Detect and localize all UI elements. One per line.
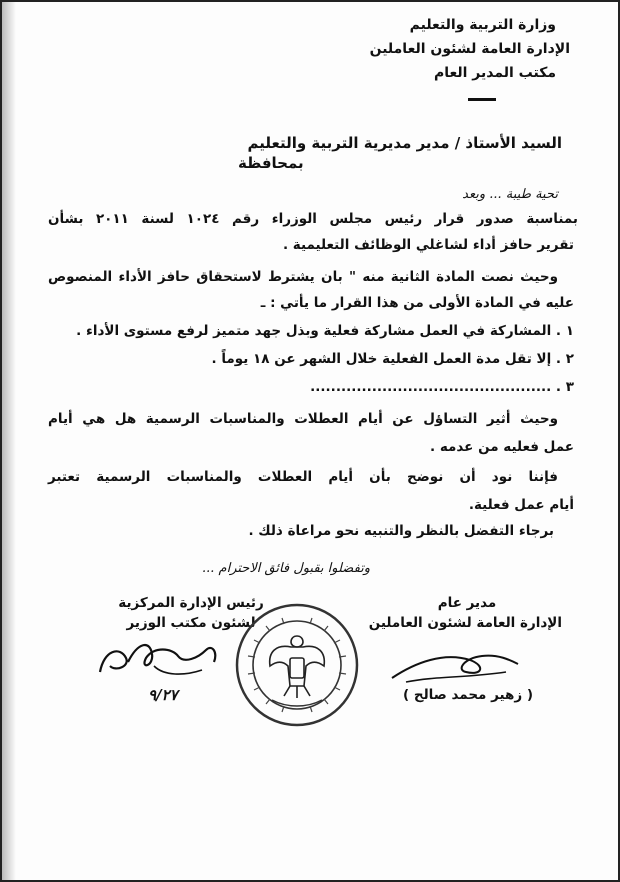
official-seal	[232, 600, 362, 730]
right-signatory-name: ( زهير محمد صالح )	[402, 687, 534, 703]
paragraph-5: برجاء التفضل بالنظر والتنبيه نحو مراعاة ذلك .	[248, 523, 554, 539]
right-signatory-department: الإدارة العامة لشئون العاملين	[368, 615, 562, 631]
left-signature-date: ٩/٢٧	[148, 686, 178, 704]
header-department: الإدارة العامة لشئون العاملين	[369, 41, 570, 57]
recipient-title: السيد الأستاذ / مدير مديرية التربية والتعليم	[247, 134, 562, 152]
scan-edge-shadow	[2, 2, 16, 880]
left-handwritten-signature	[94, 632, 224, 690]
left-signatory-title: رئيس الإدارة المركزية	[118, 595, 264, 611]
list-item-3: ٣ . ...............................................	[310, 379, 574, 395]
closing-line: وتفضلوا بقبول فائق الاحترام ...	[202, 561, 371, 576]
recipient-governorate: بمحافظة	[238, 154, 304, 172]
list-item-1: ١ . المشاركة في العمل مشاركة فعلية وبذل جهد متميز لرفع مستوى الأداء .	[76, 323, 574, 339]
paragraph-3-line-2: عمل فعليه من عدمه .	[430, 439, 574, 455]
paragraph-1-line-2: تقرير حافز أداء لشاغلي الوظائف التعليمية .	[282, 237, 574, 253]
right-handwritten-signature	[386, 642, 526, 690]
paragraph-1-line-1: بمناسبة صدور قرار رئيس مجلس الوزراء رقم ١٠٢٤ لسنة ٢٠١١ بشأن	[48, 211, 578, 227]
list-item-2: ٢ . إلا تقل مدة العمل الفعلية خلال الشهر عن ١٨ يوماً .	[211, 351, 574, 367]
paragraph-3-line-1: وحيث أثير التساؤل عن أيام العطلات والمناسبات الرسمية هل هي أيام	[48, 411, 558, 427]
header-divider	[468, 98, 496, 101]
header-ministry: وزارة التربية والتعليم	[409, 17, 556, 33]
paragraph-4-line-2: أيام عمل فعلية.	[468, 497, 574, 513]
right-signatory-title: مدير عام	[437, 595, 497, 611]
greeting: تحية طيبة ... وبعد	[462, 187, 558, 202]
paragraph-2-line-1: وحيث نصت المادة الثانية منه " بان يشترط لاستحقاق حافز الأداء المنصوص	[48, 269, 558, 285]
left-signatory-department: لشئون مكتب الوزير	[126, 615, 256, 631]
header-office: مكتب المدير العام	[433, 65, 556, 81]
paragraph-4-line-1: فإننا نود أن نوضح بأن أيام العطلات والمناسبات الرسمية تعتبر	[48, 469, 558, 485]
paragraph-2-line-2: عليه في المادة الأولى من هذا القرار ما يأتي : ـ	[260, 295, 574, 311]
eagle-emblem	[270, 636, 325, 698]
